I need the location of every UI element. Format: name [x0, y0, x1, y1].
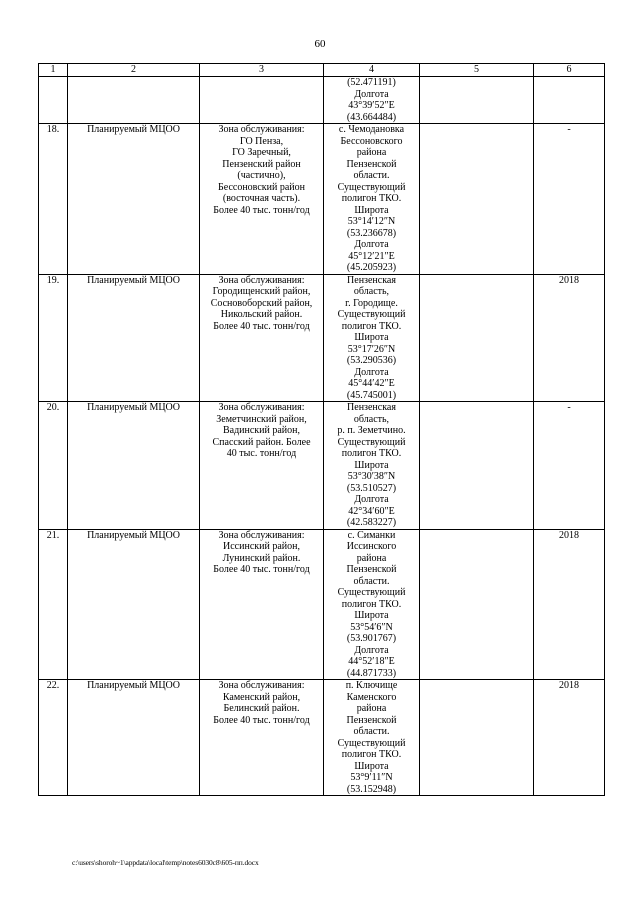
service-zone-line: Иссинский район, [223, 541, 300, 552]
location-line: района [356, 552, 387, 564]
location-line: Существующий [337, 737, 406, 749]
service-zone-line: Более 40 тыс. тонн/год [213, 714, 310, 726]
location-line: области. [353, 170, 390, 181]
location-line: область, [353, 286, 390, 297]
row-number-cell: 22. [39, 680, 68, 796]
location-line: Широта [354, 204, 389, 216]
service-zone-cell [200, 680, 324, 796]
location-line: Долгота [354, 88, 389, 100]
location-line: полигон ТКО. [341, 193, 402, 204]
location-line: 45°12′21″E [348, 250, 395, 262]
location-line: Широта [354, 332, 389, 343]
location-line: области. [353, 575, 390, 587]
year-cell: 2018 [534, 680, 605, 796]
location-line: Существующий [337, 587, 406, 598]
table-row [39, 402, 605, 530]
service-zone-cell [200, 529, 324, 680]
location-line: 45°44′42″E [348, 378, 395, 389]
service-zone-line: Городищенский район, [212, 286, 311, 297]
location-cell [324, 274, 420, 402]
location-line: с. Симанки [347, 529, 396, 541]
location-line: полигон ТКО. [341, 598, 402, 610]
location-line: Существующий [337, 309, 406, 320]
location-cell [324, 402, 420, 530]
year-cell: - [534, 402, 605, 530]
location-cell [324, 124, 420, 275]
service-zone-line: Более 40 тыс. тонн/год [213, 204, 310, 216]
service-zone-line: Земетчинский район, [216, 413, 307, 425]
location-line: Пензенской [346, 158, 397, 170]
location-line: Бессоновского [340, 135, 403, 147]
row-number-cell: 21. [39, 529, 68, 680]
location-line: (53.510527) [346, 482, 397, 494]
service-zone-line: Спасский район. Более [212, 436, 311, 448]
location-line: 53°54′6″N [350, 621, 393, 633]
location-line: 42°34′60″E [348, 505, 395, 517]
service-zone-line: ГО Пенза, [239, 135, 284, 147]
location-line: г. Городище. [345, 297, 398, 309]
location-line: п. Ключище [345, 680, 398, 691]
column-5-cell [420, 529, 534, 680]
service-zone-cell [200, 124, 324, 275]
location-line: Пензенской [346, 564, 397, 575]
header-row [39, 64, 605, 77]
location-cell [324, 680, 420, 796]
service-zone-line: Каменский район, [222, 691, 301, 703]
year-cell: 2018 [534, 529, 605, 680]
location-line: Долгота [354, 644, 389, 656]
location-line: Пензенская [347, 274, 396, 286]
column-header: 6 [534, 64, 605, 77]
table-row [39, 124, 605, 275]
location-line: Существующий [337, 436, 406, 448]
location-line: полигон ТКО. [341, 448, 402, 459]
location-line: Пензенской [346, 714, 397, 726]
location-line: 53°17′26″N [347, 343, 396, 355]
location-line: Широта [354, 459, 389, 471]
service-zone-line: Зона обслуживания: [218, 402, 305, 413]
location-line: 53°14′12″N [347, 216, 396, 227]
service-zone-cell [200, 77, 324, 124]
location-line: Существующий [337, 181, 406, 193]
location-cell [324, 77, 420, 124]
location-line: Долгота [354, 366, 389, 378]
service-zone-line: Никольский район. [220, 309, 303, 320]
location-line: (53.152948) [346, 783, 397, 795]
service-zone-cell [200, 274, 324, 402]
object-cell: Планируемый МЦОО [68, 402, 200, 530]
service-zone-line: (частично), [237, 170, 286, 181]
file-path-footer: c:\users\shoroh~1\appdata\local\temp\notes6030c8\605-пп.docx [72, 858, 259, 867]
column-5-cell [420, 402, 534, 530]
column-5-cell [420, 124, 534, 275]
location-line: района [356, 147, 387, 158]
row-number-cell [39, 77, 68, 124]
service-zone-line: ГО Заречный, [232, 147, 291, 158]
location-line: область, [353, 413, 390, 425]
service-zone-line: Бессоновский район [218, 181, 305, 193]
year-cell: 2018 [534, 274, 605, 402]
location-line: 53°30′38″N [347, 471, 396, 482]
location-line: области. [353, 726, 390, 737]
location-line: полигон ТКО. [341, 749, 402, 760]
table-row [39, 77, 605, 124]
service-zone-line: Зона обслуживания: [218, 680, 305, 691]
location-line: 43°39′52″E [348, 100, 395, 111]
location-line: (43.664484) [346, 111, 397, 123]
location-line: р. п. Земетчино. [337, 425, 406, 436]
service-zone-line: Белинский район. [223, 703, 300, 714]
column-5-cell [420, 274, 534, 402]
column-header: 5 [420, 64, 534, 77]
location-line: (44.871733) [346, 667, 397, 679]
service-zone-line: Вадинский район, [222, 425, 301, 436]
location-line: Иссинского [346, 541, 397, 552]
service-zone-line: Зона обслуживания: [218, 274, 305, 286]
column-5-cell [420, 680, 534, 796]
object-cell: Планируемый МЦОО [68, 274, 200, 402]
location-line: с. Чемодановка [338, 124, 405, 135]
table-row [39, 529, 605, 680]
location-line: Долгота [354, 494, 389, 505]
location-line: (53.290536) [346, 355, 397, 366]
location-line: Широта [354, 610, 389, 621]
row-number-cell: 20. [39, 402, 68, 530]
location-line: 53°9′11″N [350, 772, 393, 783]
object-cell [68, 77, 200, 124]
location-line: полигон ТКО. [341, 320, 402, 332]
service-zone-line: (восточная часть). [222, 193, 301, 204]
location-line: (42.583227) [346, 517, 397, 528]
service-zone-cell [200, 402, 324, 530]
register-table [38, 63, 605, 796]
column-5-cell [420, 77, 534, 124]
table-row [39, 274, 605, 402]
column-header: 3 [200, 64, 324, 77]
column-header: 4 [324, 64, 420, 77]
row-number-cell: 19. [39, 274, 68, 402]
service-zone-line: Более 40 тыс. тонн/год [213, 564, 310, 575]
location-line: (45.205923) [346, 262, 397, 273]
location-line: Широта [354, 760, 389, 772]
location-line: (53.901767) [346, 633, 397, 644]
location-line: (45.745001) [346, 389, 397, 401]
row-number-cell: 18. [39, 124, 68, 275]
service-zone-line: Зона обслуживания: [218, 529, 305, 541]
location-line: 44°52′18″E [348, 656, 395, 667]
service-zone-line: Зона обслуживания: [218, 124, 305, 135]
object-cell: Планируемый МЦОО [68, 680, 200, 796]
year-cell [534, 77, 605, 124]
table-row [39, 680, 605, 796]
location-line: Пензенская [347, 402, 396, 413]
year-cell: - [534, 124, 605, 275]
service-zone-line: 40 тыс. тонн/год [226, 448, 297, 459]
location-line: Долгота [354, 239, 389, 250]
column-header: 2 [68, 64, 200, 77]
service-zone-line: Более 40 тыс. тонн/год [213, 320, 310, 332]
location-line: (53.236678) [346, 227, 397, 239]
object-cell: Планируемый МЦОО [68, 529, 200, 680]
location-line: района [356, 703, 387, 714]
location-line: Каменского [346, 691, 397, 703]
service-zone-line: Сосновоборский район, [210, 297, 313, 309]
object-cell: Планируемый МЦОО [68, 124, 200, 275]
page-number: 60 [314, 38, 326, 50]
location-cell [324, 529, 420, 680]
location-line: (52.471191) [347, 77, 396, 88]
service-zone-line: Пензенский район [222, 158, 301, 170]
column-header: 1 [39, 64, 68, 77]
service-zone-line: Лунинский район. [222, 552, 301, 564]
